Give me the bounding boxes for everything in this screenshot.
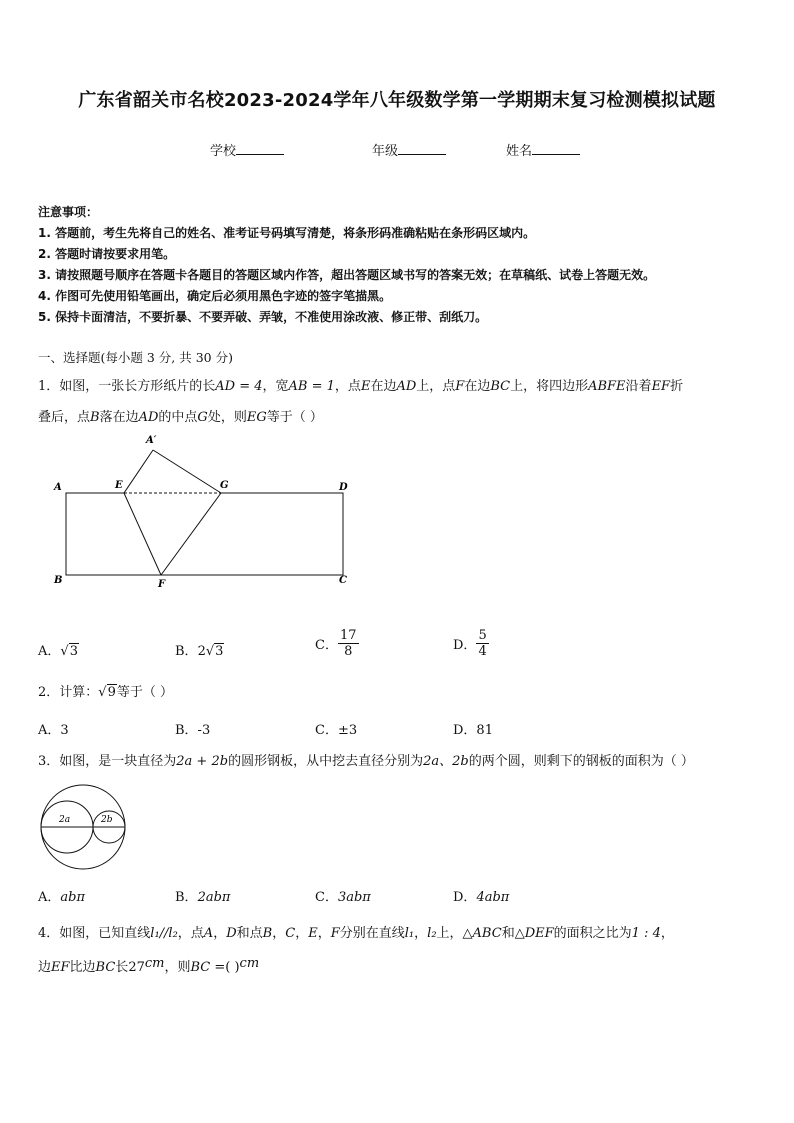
q1-option-b[interactable] [175, 640, 224, 659]
q3-option-b[interactable] [175, 886, 230, 905]
radicand: 3 [215, 644, 224, 659]
q4-text: ，点 [177, 926, 204, 941]
coefficient: 2 [197, 644, 206, 659]
q4-text: 比边 [69, 960, 96, 975]
radicand: 3 [69, 644, 78, 659]
option-label: C． [315, 890, 338, 905]
q1-math: AD = 4 [215, 379, 263, 394]
grade-blank [398, 142, 446, 155]
q3-text: 的圆形钢板，从中挖去直径分别为 [228, 754, 424, 769]
notice-item: 4. 作图可先使用铅笔画出，确定后必须用黑色字迹的签字笔描黑。 [38, 289, 392, 303]
q3-math: 2a、2b [423, 754, 469, 769]
q1-math: G [197, 410, 208, 425]
fraction [476, 628, 488, 659]
q1-text: 的中点 [158, 410, 198, 425]
option-label: A． [38, 890, 61, 905]
option-label: D． [453, 890, 477, 905]
q4-text: ， [414, 926, 428, 941]
rectangle-abcd [66, 493, 343, 575]
section-title: 一、选择题(每小题 3 分, 共 30 分) [38, 350, 233, 365]
q4-text: 和 [501, 926, 515, 941]
q1-text: 落在边 [99, 410, 139, 425]
q4-text: ， [213, 926, 227, 941]
q4-line2 [38, 956, 259, 975]
q4-text: 的面积之比为 [553, 926, 632, 941]
q4-text: 4．如图，已知直线 [38, 926, 151, 941]
q4-math: △DEF [514, 926, 554, 941]
label-f: F [158, 579, 166, 590]
q4-math: △ABC [462, 926, 502, 941]
q1-math: AB = 1 [288, 379, 335, 394]
q4-unit: cm [239, 956, 260, 971]
segment-ea1 [124, 450, 153, 493]
sqrt: √3 [60, 644, 78, 659]
q4-number: 27 [128, 960, 145, 975]
segment-ef [124, 493, 161, 575]
q4-math: l₁//l₂ [150, 926, 178, 941]
q1-option-c[interactable] [315, 628, 359, 659]
q4-math: C [285, 926, 296, 941]
notice-item: 2. 答题时请按要求用笔。 [38, 247, 176, 261]
label-g: G [220, 480, 229, 491]
q1-math: F [455, 379, 465, 394]
q2-text: 2．计算： [38, 685, 99, 700]
q4-text: 边 [38, 960, 52, 975]
radicand: 9 [107, 685, 116, 700]
q1-option-d[interactable] [453, 628, 489, 659]
grade-field [372, 140, 446, 159]
q4-math: BC = [190, 960, 226, 975]
q1-math: E [360, 379, 371, 394]
sqrt: √9 [98, 685, 116, 700]
option-value: 4abπ [476, 890, 510, 905]
q1-line1 [38, 375, 683, 394]
q1-text: 等于（ ） [266, 410, 323, 425]
q2-option-a[interactable]: A．3 [38, 723, 69, 738]
numerator: 17 [339, 628, 357, 643]
page-title: 广东省韶关市名校2023-2024学年八年级数学第一学期期末复习检测模拟试题 [78, 90, 716, 111]
name-label: 姓名 [506, 144, 533, 159]
q4-text: 分别在直线 [339, 926, 405, 941]
q1-text: ，宽 [262, 379, 289, 394]
q4-math: l₁ [404, 926, 415, 941]
segment-a1g [153, 450, 221, 493]
q1-math: AD [396, 379, 417, 394]
option-label: A． [38, 644, 61, 659]
q1-text: 处，则 [207, 410, 247, 425]
denominator: 8 [344, 644, 353, 659]
label-b: B [54, 575, 63, 586]
q4-text: 和点 [236, 926, 263, 941]
q4-text: ， [660, 926, 674, 941]
numerator: 5 [478, 628, 487, 643]
label-e: E [115, 480, 123, 491]
q4-text: ，则 [164, 960, 191, 975]
label-a-prime: A′ [146, 435, 157, 446]
q1-text: ，点 [334, 379, 361, 394]
label-a: A [54, 482, 62, 493]
q3-stem [38, 750, 694, 769]
denominator: 4 [478, 644, 487, 659]
q4-math: 1 : 4 [631, 926, 661, 941]
option-label: C． [315, 638, 338, 653]
q3-option-c[interactable] [315, 886, 371, 905]
option-value: 3abπ [337, 890, 371, 905]
q4-text: ， [272, 926, 286, 941]
school-blank [236, 142, 284, 155]
q3-option-d[interactable] [453, 886, 509, 905]
q1-text: 1．如图，一张长方形纸片的长 [38, 379, 216, 394]
q4-math: EF [51, 960, 70, 975]
q4-math: E [308, 926, 318, 941]
q3-figure [38, 782, 128, 872]
q1-math: B [90, 410, 100, 425]
notice-block [38, 202, 655, 328]
q3-text: 3．如图，是一块直径为 [38, 754, 177, 769]
q1-math: BC [490, 379, 511, 394]
q2-option-b[interactable]: B．-3 [175, 723, 211, 738]
q1-option-a[interactable] [38, 640, 79, 659]
school-label: 学校 [210, 144, 237, 159]
q4-math: l₂ [427, 926, 437, 941]
name-blank [532, 142, 580, 155]
segment-gf [161, 493, 221, 575]
label-c: C [339, 575, 347, 586]
option-label: B． [175, 644, 198, 659]
label-2b: 2b [101, 815, 113, 825]
q2-option-c[interactable]: C．±3 [315, 723, 358, 738]
option-label: D． [453, 638, 477, 653]
label-d: D [339, 482, 348, 493]
q1-text: 上，点 [416, 379, 456, 394]
q1-text: 在边 [464, 379, 491, 394]
notice-item: 1. 答题前，考生先将自己的姓名、准考证号码填写清楚，将条形码准确粘贴在条形码区域内。 [38, 226, 536, 240]
q4-math: BC [95, 960, 116, 975]
q4-unit: cm [144, 956, 165, 971]
q4-math: A [203, 926, 214, 941]
q4-text: ， [295, 926, 309, 941]
q1-text: 沿着 [625, 379, 652, 394]
q4-math: D [226, 926, 237, 941]
q1-text: 在边 [370, 379, 397, 394]
school-field [210, 140, 284, 159]
q3-text: 的两个圆，则剩下的钢板的面积为（ ） [468, 754, 694, 769]
q3-math: 2a + 2b [176, 754, 229, 769]
q4-text: 上， [436, 926, 463, 941]
q4-text: 长 [115, 960, 129, 975]
q1-math: ABFE [588, 379, 626, 394]
q1-figure [50, 430, 360, 595]
label-2a: 2a [59, 815, 71, 825]
q1-line2 [38, 406, 323, 425]
q1-math: AD [138, 410, 159, 425]
q1-math: EG [246, 410, 267, 425]
q3-option-a[interactable] [38, 886, 85, 905]
fraction [338, 628, 359, 659]
q4-text: ( ) [225, 960, 240, 975]
sqrt: √3 [205, 644, 224, 659]
q2-option-d[interactable]: D．81 [453, 723, 493, 738]
option-value: 2abπ [197, 890, 231, 905]
option-label: B． [175, 890, 198, 905]
notice-item: 5. 保持卡面清洁，不要折暴、不要弄破、弄皱，不准使用涂改液、修正带、刮纸刀。 [38, 310, 488, 324]
notice-heading: 注意事项： [38, 205, 99, 219]
q1-text: 叠后，点 [38, 410, 91, 425]
q1-math: EF [651, 379, 671, 394]
q2-stem [38, 681, 173, 700]
option-value: abπ [60, 890, 86, 905]
q4-line1 [38, 922, 674, 941]
notice-item: 3. 请按照题号顺序在答题卡各题目的答题区域内作答，超出答题区域书写的答案无效；在草稿纸、试卷上答题无效。 [38, 268, 656, 282]
q4-math: F [330, 926, 340, 941]
q4-math: B [262, 926, 273, 941]
q2-text: 等于（ ） [116, 685, 173, 700]
q4-text: ， [317, 926, 331, 941]
grade-label: 年级 [372, 144, 399, 159]
name-field [506, 140, 580, 159]
q1-text: 上，将四边形 [510, 379, 589, 394]
q1-text: 折 [670, 379, 684, 394]
